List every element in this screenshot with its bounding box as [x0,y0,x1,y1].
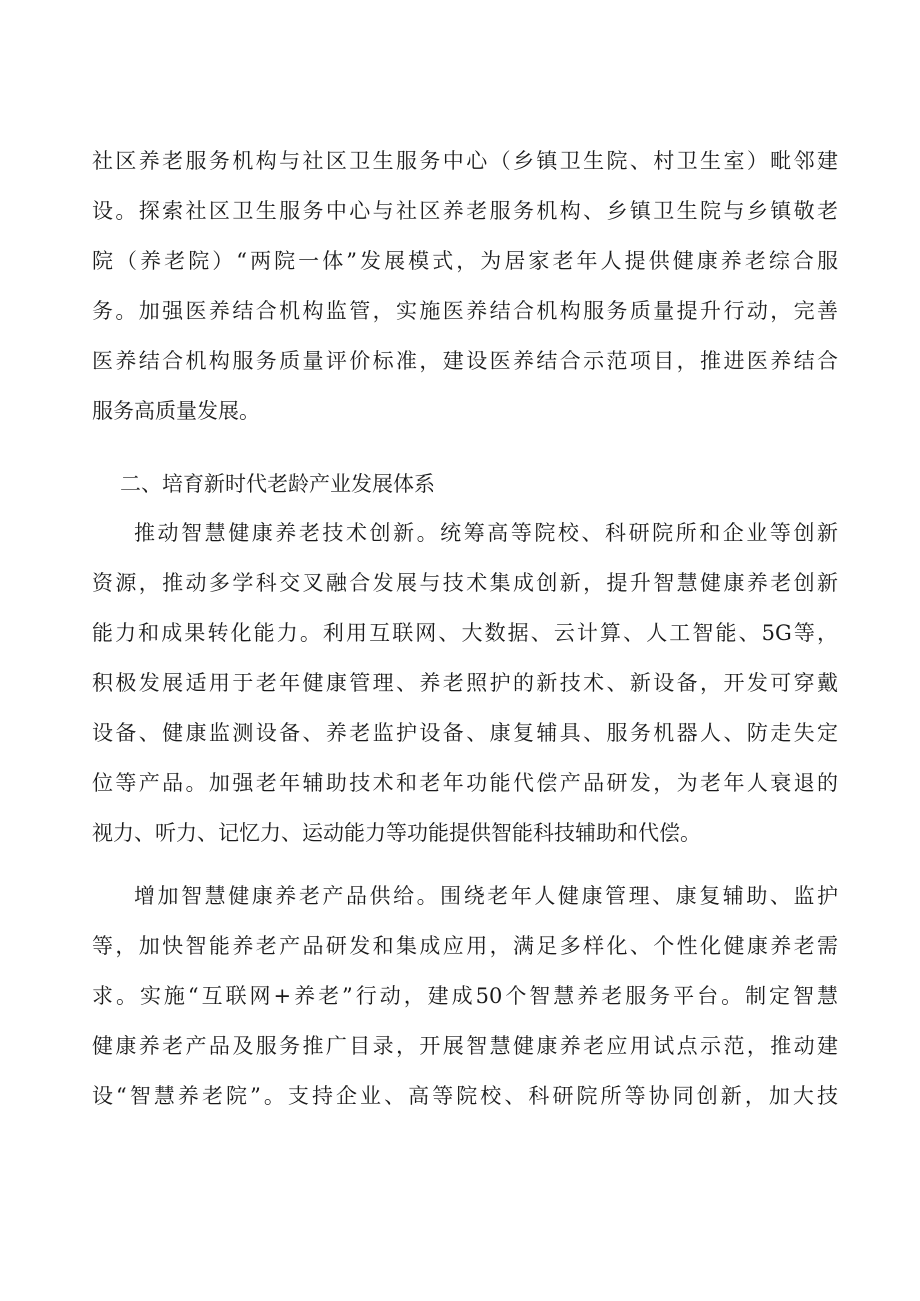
text-line: 设。探索社区卫生服务中心与社区养老服务机构、乡镇卫生院与乡镇敬老 [92,199,838,223]
text-line: 积极发展适用于老年健康管理、养老照护的新技术、新设备，开发可穿戴 [92,671,838,695]
text-line: 推动智慧健康养老技术创新。统筹高等院校、科研院所和企业等创新 [134,521,838,545]
text-line: 资源，推动多学科交叉融合发展与技术集成创新，提升智慧健康养老创新 [92,571,838,595]
text-line: 健康养老产品及服务推广目录，开展智慧健康养老应用试点示范，推动建 [92,1034,838,1058]
text-line: 医养结合机构服务质量评价标准，建设医养结合示范项目，推进医养结合 [92,349,838,373]
text-line: 等，加快智能养老产品研发和集成应用，满足多样化、个性化健康养老需 [92,934,838,958]
text-line: 能力和成果转化能力。利用互联网、大数据、云计算、人工智能、5G等， [92,621,838,645]
text-line: 院（养老院）“两院一体”发展模式，为居家老年人提供健康养老综合服 [92,249,838,273]
section-heading: 二、培育新时代老龄产业发展体系 [120,472,435,496]
text-line: 设“智慧养老院”。支持企业、高等院校、科研院所等协同创新，加大技 [92,1084,838,1108]
text-line: 增加智慧健康养老产品供给。围绕老年人健康管理、康复辅助、监护 [134,884,838,908]
text-line: 视力、听力、记忆力、运动能力等功能提供智能科技辅助和代偿。 [92,821,701,845]
text-line: 务。加强医养结合机构监管，实施医养结合机构服务质量提升行动，完善 [92,299,838,323]
text-line: 服务高质量发展。 [92,399,260,423]
text-line: 社区养老服务机构与社区卫生服务中心（乡镇卫生院、村卫生室）毗邻建 [92,149,838,173]
text-line: 求。实施“互联网+养老”行动，建成50个智慧养老服务平台。制定智慧 [92,984,838,1008]
text-line: 设备、健康监测设备、养老监护设备、康复辅具、服务机器人、防走失定 [92,721,838,745]
text-line: 位等产品。加强老年辅助技术和老年功能代偿产品研发，为老年人衰退的 [92,771,838,795]
